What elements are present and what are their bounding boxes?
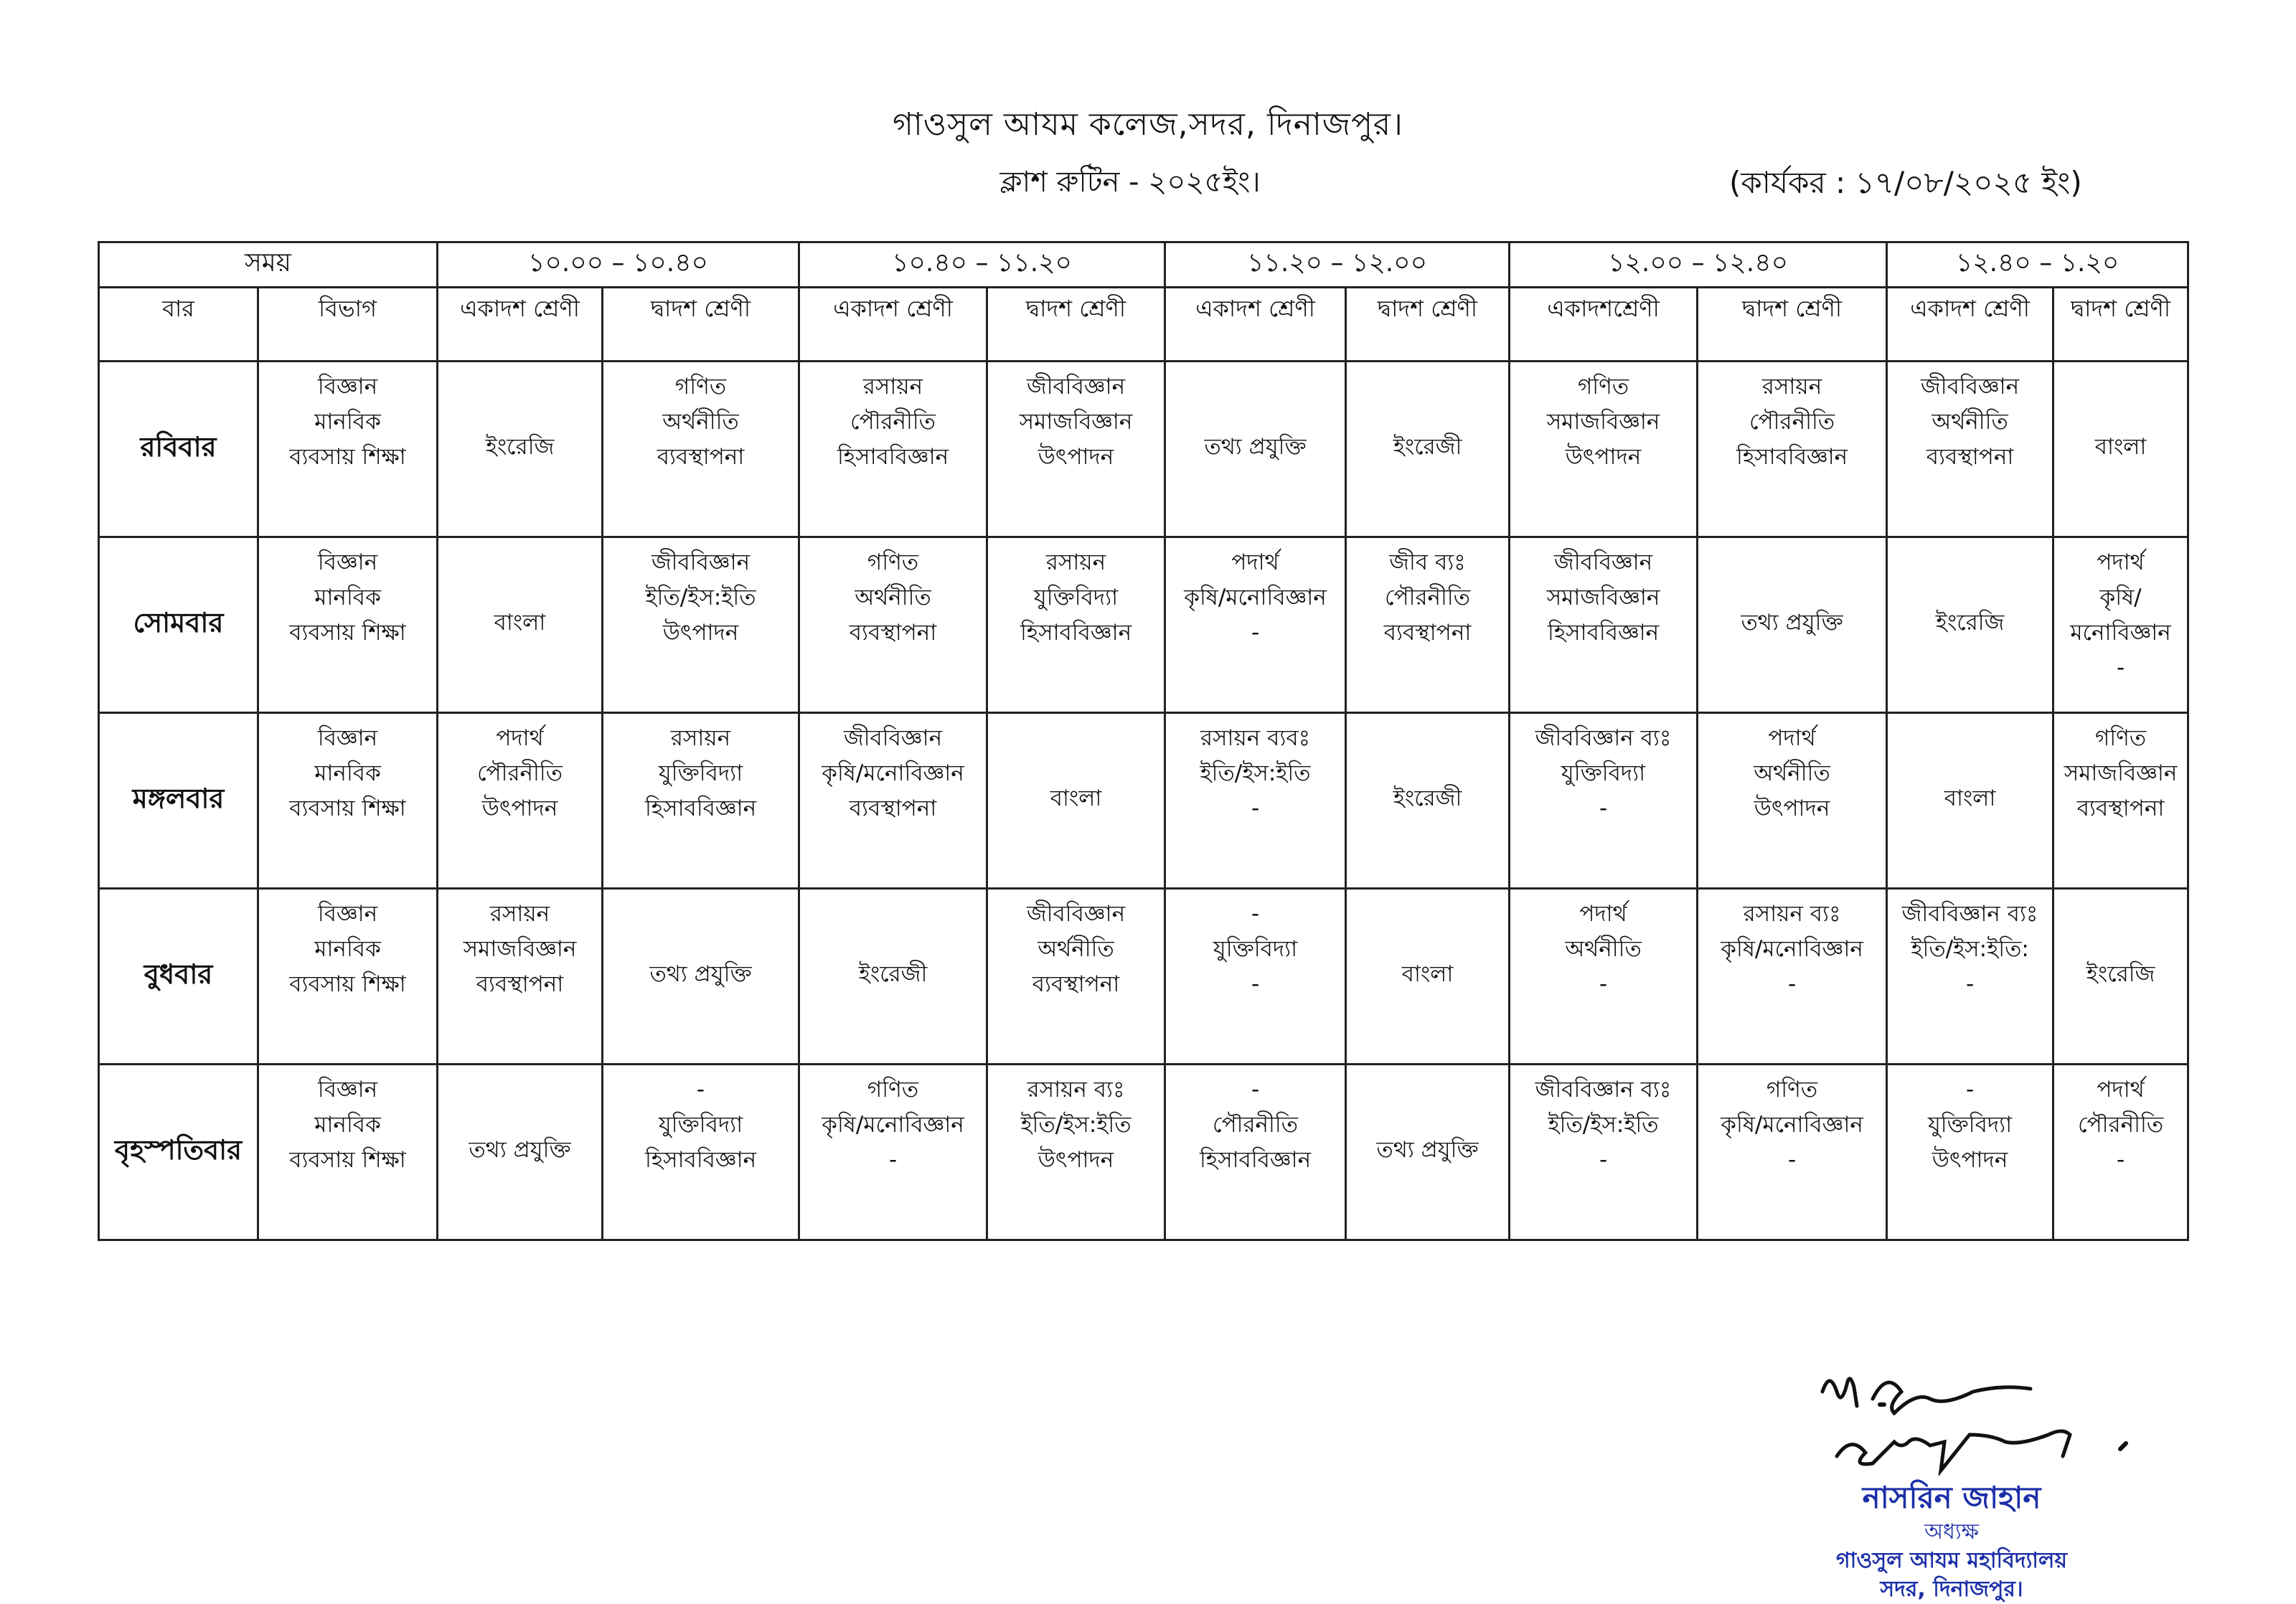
subject-label: জীববিজ্ঞান ব্যঃ <box>1901 901 2038 927</box>
subject-label: পদার্থ <box>1768 725 1816 751</box>
subject-label: অর্থনীতি <box>1932 409 2008 435</box>
subject-label: ব্যবস্থাপনা <box>1926 444 2014 470</box>
subject-cell <box>799 1065 987 1240</box>
subject-label: সমাজবিজ্ঞান <box>463 936 577 962</box>
subject-cell <box>799 362 987 537</box>
subject-cell <box>987 1065 1165 1240</box>
subject-label: তথ্য প্রযুক্তি <box>1741 609 1843 636</box>
stamp-institution: গাওসুল আযম মহাবিদ্যালয় <box>1835 1548 2068 1573</box>
subject-cell <box>438 362 603 537</box>
subject-cell <box>1698 1065 1887 1240</box>
subject-label: বাংলা <box>2094 433 2147 460</box>
department-label: ব্যবসায় শিক্ষা <box>289 796 406 821</box>
subject-label: জীববিজ্ঞান <box>1026 901 1126 927</box>
subject-cell <box>1346 1065 1510 1240</box>
subject-cell <box>603 713 799 889</box>
subject-cell <box>2053 1065 2188 1240</box>
subject-cell <box>1887 889 2053 1065</box>
subject-cell <box>1510 889 1698 1065</box>
subject-label: গণিত <box>867 1077 919 1103</box>
period-header: ১২.০০ – ১২.৪০ <box>1510 242 1887 288</box>
department-column-header: বিভাগ <box>258 288 438 362</box>
subject-label: জীববিজ্ঞান <box>1553 549 1653 575</box>
department-label: মানবিক <box>314 936 381 962</box>
subject-label: - <box>1965 1077 1975 1103</box>
department-label: বিজ্ঞান <box>317 725 378 751</box>
stamp-name: নাসরিন জাহান <box>1862 1480 2041 1515</box>
subject-cell <box>1698 889 1887 1065</box>
department-cell <box>258 362 438 537</box>
subject-label: ইংরেজি <box>2086 961 2155 987</box>
department-label: বিজ্ঞান <box>317 1077 378 1103</box>
subject-label: ইতি/ইস:ইতি <box>1548 1112 1659 1138</box>
subject-label: অর্থনীতি <box>1038 936 1114 962</box>
subject-label: অর্থনীতি <box>1754 760 1830 786</box>
period-header: ১০.৪০ – ১১.২০ <box>799 242 1165 288</box>
subject-label: উৎপাদন <box>1565 444 1642 470</box>
subject-label: হিসাববিজ্ঞান <box>644 1147 757 1173</box>
subject-label: - <box>1251 620 1260 646</box>
subject-label: বাংলা <box>1944 785 1996 811</box>
subject-label: ব্যবস্থাপনা <box>1032 971 1120 997</box>
department-label: মানবিক <box>314 760 381 786</box>
subject-label: উৎপাদন <box>1038 444 1114 470</box>
subject-label: - <box>1251 1077 1260 1103</box>
subject-label: গণিত <box>674 374 727 400</box>
day-name: বুধবার <box>99 889 258 1065</box>
subject-label: যুক্তিবিদ্যা <box>1561 760 1646 786</box>
subject-label: রসায়ন <box>489 901 550 927</box>
subject-label: পৌরনীতি <box>1385 585 1471 610</box>
subject-label: কৃষি/মনোবিজ্ঞান <box>822 1112 964 1138</box>
class-header: দ্বাদশ শ্রেণী <box>603 288 799 362</box>
subject-label: গণিত <box>867 549 919 575</box>
college-name: গাওসুল আযম কলেজ,সদর, দিনাজপুর। <box>893 106 1403 143</box>
handwritten-signature-icon <box>1794 1349 2167 1492</box>
subject-label: হিসাববিজ্ঞান <box>1020 620 1132 646</box>
subject-label: সমাজবিজ্ঞান <box>1546 585 1660 610</box>
subject-label: জীববিজ্ঞান <box>1026 374 1126 400</box>
department-cell <box>258 537 438 713</box>
subject-cell <box>603 537 799 713</box>
day-name: সোমবার <box>99 537 258 713</box>
table-row <box>99 1065 2188 1240</box>
subject-label: ইতি/ইস:ইতি <box>645 585 756 610</box>
subject-label: যুক্তিবিদ্যা <box>1033 585 1119 610</box>
subject-label: রসায়ন <box>1045 549 1106 575</box>
subject-label: সমাজবিজ্ঞান <box>2064 760 2178 786</box>
subject-cell <box>1887 713 2053 889</box>
subject-cell <box>2053 889 2188 1065</box>
subject-label: তথ্য প্রযুক্তি <box>649 961 752 987</box>
routine-body <box>99 362 2188 1240</box>
subject-label: পদার্থ <box>1579 901 1627 927</box>
subject-label: - <box>1599 971 1608 997</box>
subject-label: রসায়ন ব্যবঃ <box>1200 725 1311 751</box>
subject-cell <box>1346 713 1510 889</box>
principal-stamp <box>1779 1478 2124 1604</box>
subject-label: অর্থনীতি <box>662 409 739 435</box>
subject-label: কৃষি/মনোবিজ্ঞান <box>1721 936 1863 962</box>
department-label: বিজ্ঞান <box>317 901 378 927</box>
routine-title: ক্লাশ রুটিন - ২০২৫ইং। <box>999 166 1261 199</box>
department-label: ব্যবসায় শিক্ষা <box>289 444 406 470</box>
subject-cell <box>603 889 799 1065</box>
subject-cell <box>2053 713 2188 889</box>
subject-label: - <box>1599 796 1608 821</box>
subject-label: - <box>1251 796 1260 821</box>
subject-label: রসায়ন <box>670 725 731 751</box>
subject-cell <box>1165 713 1346 889</box>
stamp-role: অধ্যক্ষ <box>1924 1519 1979 1544</box>
subject-label: পদার্থ <box>2097 1077 2145 1103</box>
subject-label: ইংরেজী <box>858 961 928 987</box>
subject-label: বাংলা <box>1401 961 1454 987</box>
department-label: ব্যবসায় শিক্ষা <box>289 971 406 997</box>
subject-label: ইংরেজী <box>1393 433 1462 460</box>
day-name: বৃহস্পতিবার <box>99 1065 258 1240</box>
subject-cell <box>1510 713 1698 889</box>
subject-label: রসায়ন ব্যঃ <box>1027 1077 1125 1103</box>
subject-cell <box>1165 1065 1346 1240</box>
department-label: মানবিক <box>314 409 381 435</box>
class-header: একাদশ শ্রেণী <box>799 288 987 362</box>
subject-label: পৌরনীতি <box>1749 409 1835 435</box>
subject-label: ব্যবস্থাপনা <box>476 971 564 997</box>
subject-label: - <box>1787 1147 1797 1173</box>
subject-label: কৃষি/মনোবিজ্ঞান <box>822 760 964 786</box>
subject-label: রসায়ন ব্যঃ <box>1743 901 1841 927</box>
subject-label: - <box>2116 655 2125 681</box>
subject-label: বাংলা <box>1050 785 1102 811</box>
subject-cell <box>799 713 987 889</box>
subject-label: রসায়ন <box>862 374 923 400</box>
subject-label: জীব ব্যঃ <box>1389 549 1466 575</box>
subject-label: জীববিজ্ঞান <box>843 725 943 751</box>
subject-cell <box>438 537 603 713</box>
subject-label: তথ্য প্রযুক্তি <box>1204 433 1307 460</box>
subject-label: সমাজবিজ্ঞান <box>1546 409 1660 435</box>
subject-label: হিসাববিজ্ঞান <box>1199 1147 1312 1173</box>
subject-label: কৃষি/মনোবিজ্ঞান <box>1184 585 1327 610</box>
subject-cell <box>1887 1065 2053 1240</box>
subject-label: পৌরনীতি <box>1213 1112 1299 1138</box>
subject-cell <box>799 889 987 1065</box>
subject-label: ইংরেজি <box>1935 609 2005 636</box>
subject-label: ব্যবস্থাপনা <box>849 796 937 821</box>
subject-label: - <box>1251 901 1260 927</box>
subject-cell <box>987 889 1165 1065</box>
subject-label: রসায়ন <box>1761 374 1822 400</box>
subject-label: - <box>696 1077 705 1103</box>
subject-label: ব্যবস্থাপনা <box>1383 620 1472 646</box>
subject-label: - <box>1787 971 1797 997</box>
subject-label: গণিত <box>1577 374 1629 400</box>
day-name: রবিবার <box>99 362 258 537</box>
subject-cell <box>1165 362 1346 537</box>
class-header: দ্বাদশ শ্রেণী <box>1346 288 1510 362</box>
department-label: ব্যবসায় শিক্ষা <box>289 1147 406 1173</box>
subject-label: উৎপাদন <box>662 620 739 646</box>
subject-cell <box>1510 1065 1698 1240</box>
subject-label: পৌরনীতি <box>850 409 936 435</box>
class-header: দ্বাদশ শ্রেণী <box>1698 288 1887 362</box>
subject-cell <box>1346 889 1510 1065</box>
subject-cell <box>1887 362 2053 537</box>
period-header: ১০.০০ – ১০.৪০ <box>438 242 799 288</box>
effective-date: (কার্যকর : ১৭/০৮/২০২৫ ইং) <box>1729 165 2082 200</box>
subject-label: ইতি/ইস:ইতি: <box>1911 936 2029 962</box>
subject-cell <box>438 713 603 889</box>
subject-label: ব্যবস্থাপনা <box>849 620 937 646</box>
subject-label: যুক্তিবিদ্যা <box>658 760 743 786</box>
subject-label: পদার্থ <box>2097 549 2145 575</box>
department-cell <box>258 713 438 889</box>
class-header: একাদশ শ্রেণী <box>1887 288 2053 362</box>
time-header: সময় <box>99 242 438 288</box>
subject-label: ব্যবস্থাপনা <box>657 444 745 470</box>
subject-label: জীববিজ্ঞান ব্যঃ <box>1535 1077 1672 1103</box>
subject-label: তথ্য প্রযুক্তি <box>1376 1136 1479 1163</box>
class-header: একাদশশ্রেণী <box>1510 288 1698 362</box>
period-header: ১২.৪০ – ১.২০ <box>1887 242 2188 288</box>
department-label: মানবিক <box>314 1112 381 1138</box>
subject-label: বাংলা <box>494 609 546 636</box>
department-label: বিজ্ঞান <box>317 374 378 400</box>
subject-label: অর্থনীতি <box>855 585 931 610</box>
subject-label: সমাজবিজ্ঞান <box>1019 409 1133 435</box>
subject-label: পদার্থ <box>496 725 544 751</box>
subject-label: যুক্তিবিদ্যা <box>1213 936 1298 962</box>
subject-label: ইংরেজি <box>485 433 555 460</box>
subject-label: অর্থনীতি <box>1565 936 1642 962</box>
subject-label: হিসাববিজ্ঞান <box>1736 444 1848 470</box>
subject-cell <box>1510 362 1698 537</box>
subject-label: জীববিজ্ঞান ব্যঃ <box>1535 725 1672 751</box>
subject-label: - <box>888 1147 898 1173</box>
class-header: দ্বাদশ শ্রেণী <box>987 288 1165 362</box>
subject-label: উৎপাদন <box>1038 1147 1114 1173</box>
subject-cell <box>438 1065 603 1240</box>
table-row <box>99 537 2188 713</box>
subject-cell <box>799 537 987 713</box>
subject-cell <box>1165 537 1346 713</box>
subject-label: কৃষি/মনোবিজ্ঞান <box>1721 1112 1863 1138</box>
subject-cell <box>1346 537 1510 713</box>
table-row <box>99 713 2188 889</box>
subject-cell <box>1165 889 1346 1065</box>
subject-label: - <box>1965 971 1975 997</box>
subject-label: - <box>2116 1147 2125 1173</box>
day-column-header: বার <box>99 288 258 362</box>
department-label: বিজ্ঞান <box>317 549 378 575</box>
period-header: ১১.২০ – ১২.০০ <box>1165 242 1510 288</box>
subject-label: যুক্তিবিদ্যা <box>1927 1112 2013 1138</box>
subject-cell <box>2053 362 2188 537</box>
subject-label: গণিত <box>2094 725 2147 751</box>
class-header: দ্বাদশ শ্রেণী <box>2053 288 2188 362</box>
day-name: মঙ্গলবার <box>99 713 258 889</box>
subject-label: গণিত <box>1766 1077 1818 1103</box>
department-label: মানবিক <box>314 585 381 610</box>
department-cell <box>258 1065 438 1240</box>
department-cell <box>258 889 438 1065</box>
subject-label: ইতি/ইস:ইতি <box>1200 760 1311 786</box>
class-header: একাদশ শ্রেণী <box>1165 288 1346 362</box>
subject-label: হিসাববিজ্ঞান <box>1547 620 1660 646</box>
subject-label: উৎপাদন <box>481 796 558 821</box>
subject-cell <box>1346 362 1510 537</box>
subject-label: জীববিজ্ঞান <box>651 549 751 575</box>
subject-label: তথ্য প্রযুক্তি <box>469 1136 571 1163</box>
subject-label: ইতি/ইস:ইতি <box>1020 1112 1131 1138</box>
subject-cell <box>603 1065 799 1240</box>
subject-cell <box>987 713 1165 889</box>
stamp-address: সদর, দিনাজপুর। <box>1880 1577 2023 1602</box>
class-routine-table <box>98 241 2189 1241</box>
subject-label: পৌরনীতি <box>2078 1112 2164 1138</box>
subject-label: পৌরনীতি <box>476 760 563 786</box>
table-row <box>99 889 2188 1065</box>
subject-label: ইংরেজী <box>1393 785 1462 811</box>
subject-label: - <box>1251 971 1260 997</box>
subject-cell <box>603 362 799 537</box>
subject-label: যুক্তিবিদ্যা <box>658 1112 743 1138</box>
subject-label: কৃষি/মনোবিজ্ঞান <box>2070 585 2171 646</box>
table-row <box>99 362 2188 537</box>
class-header: একাদশ শ্রেণী <box>438 288 603 362</box>
subject-cell <box>1698 362 1887 537</box>
subject-label: উৎপাদন <box>1932 1147 2008 1173</box>
subject-label: উৎপাদন <box>1754 796 1830 821</box>
subject-cell <box>2053 537 2188 713</box>
subject-cell <box>438 889 603 1065</box>
subject-cell <box>987 537 1165 713</box>
subject-cell <box>1887 537 2053 713</box>
subject-label: হিসাববিজ্ঞান <box>644 796 757 821</box>
subject-label: - <box>1599 1147 1608 1173</box>
subject-label: জীববিজ্ঞান <box>1920 374 2020 400</box>
subject-cell <box>1510 537 1698 713</box>
principal-signature <box>1794 1349 2167 1492</box>
subject-label: পদার্থ <box>1231 549 1279 575</box>
subject-cell <box>1698 713 1887 889</box>
subject-cell <box>987 362 1165 537</box>
subject-label: হিসাববিজ্ঞান <box>837 444 949 470</box>
subject-cell <box>1698 537 1887 713</box>
subject-label: ব্যবস্থাপনা <box>2076 796 2165 821</box>
department-label: ব্যবসায় শিক্ষা <box>289 620 406 646</box>
